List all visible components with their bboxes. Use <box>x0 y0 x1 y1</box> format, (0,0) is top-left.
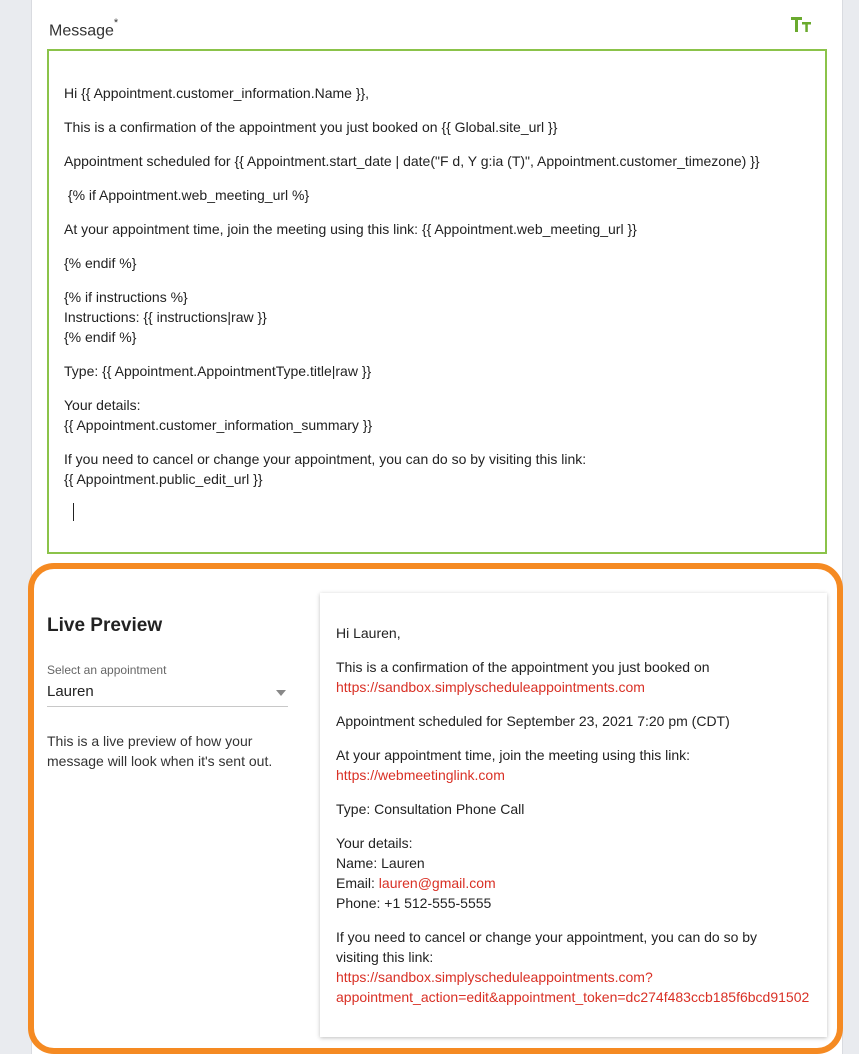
site-url-link[interactable]: https://sandbox.simplyscheduleappointments.com <box>336 679 645 695</box>
preview-details: Your details: Name: Lauren Email: lauren@gmail.com Phone: +1 512-555-5555 <box>336 835 496 911</box>
live-preview-description: This is a live preview of how your message will look when it's sent out. <box>47 733 273 769</box>
editor-line: Appointment scheduled for {{ Appointment.start_date | date("F d, Y g:ia (T)", Appointment.customer_timezone) }} <box>64 153 760 169</box>
chevron-down-icon <box>276 690 286 696</box>
editor-block: Your details: {{ Appointment.customer_information_summary }} <box>64 397 373 433</box>
editor-block: If you need to cancel or change your appointment, you can do so by visiting this link: {{ Appointment.public_edit_url }} <box>64 451 587 487</box>
preview-greeting: Hi Lauren, <box>336 625 401 641</box>
meeting-url-link[interactable]: https://webmeetinglink.com <box>336 767 505 783</box>
message-editor[interactable] <box>47 49 827 554</box>
editor-block: {% if instructions %} Instructions: {{ instructions|raw }} {% endif %} <box>64 289 267 345</box>
preview-cancel: If you need to cancel or change your appointment, you can do so by visiting this link: https://sandbox.simplyscheduleappointments.com? appointment_action=edit&appointment_token=dc274f483ccb185f6bcd91502 <box>336 929 810 1005</box>
edit-url-link[interactable]: https://sandbox.simplyscheduleappointments.com? appointment_action=edit&appointment_token=dc274f483ccb185f6bcd91502 <box>336 969 810 1005</box>
message-label: Message* <box>49 17 119 40</box>
preview-scheduled: Appointment scheduled for September 23, 2021 7:20 pm (CDT) <box>336 713 730 729</box>
appointment-select-value: Lauren <box>47 683 94 700</box>
live-preview-title: Live Preview <box>47 615 163 636</box>
text-caret <box>73 503 74 521</box>
editor-line: This is a confirmation of the appointment you just booked on {{ Global.site_url }} <box>64 119 558 135</box>
email-link[interactable]: lauren@gmail.com <box>378 875 496 891</box>
editor-line: At your appointment time, join the meeting using this link: {{ Appointment.web_meeting_url }} <box>64 221 637 237</box>
select-appointment-label: Select an appointment <box>47 663 167 677</box>
editor-line: {% if Appointment.web_meeting_url %} <box>64 187 310 203</box>
preview-confirmation: This is a confirmation of the appointment you just booked on https://sandbox.simplyscheduleappointments.com <box>336 659 710 695</box>
editor-line: {% endif %} <box>64 255 137 271</box>
email-preview <box>320 593 827 1037</box>
preview-type: Type: Consultation Phone Call <box>336 801 525 817</box>
text-size-icon[interactable] <box>790 15 814 35</box>
editor-line: Type: {{ Appointment.AppointmentType.title|raw }} <box>64 363 372 379</box>
required-mark: * <box>113 17 119 29</box>
editor-line: Hi {{ Appointment.customer_information.Name }}, <box>64 85 370 101</box>
preview-meeting: At your appointment time, join the meeting using this link: https://webmeetinglink.com <box>336 747 691 783</box>
appointment-select[interactable] <box>47 681 288 707</box>
